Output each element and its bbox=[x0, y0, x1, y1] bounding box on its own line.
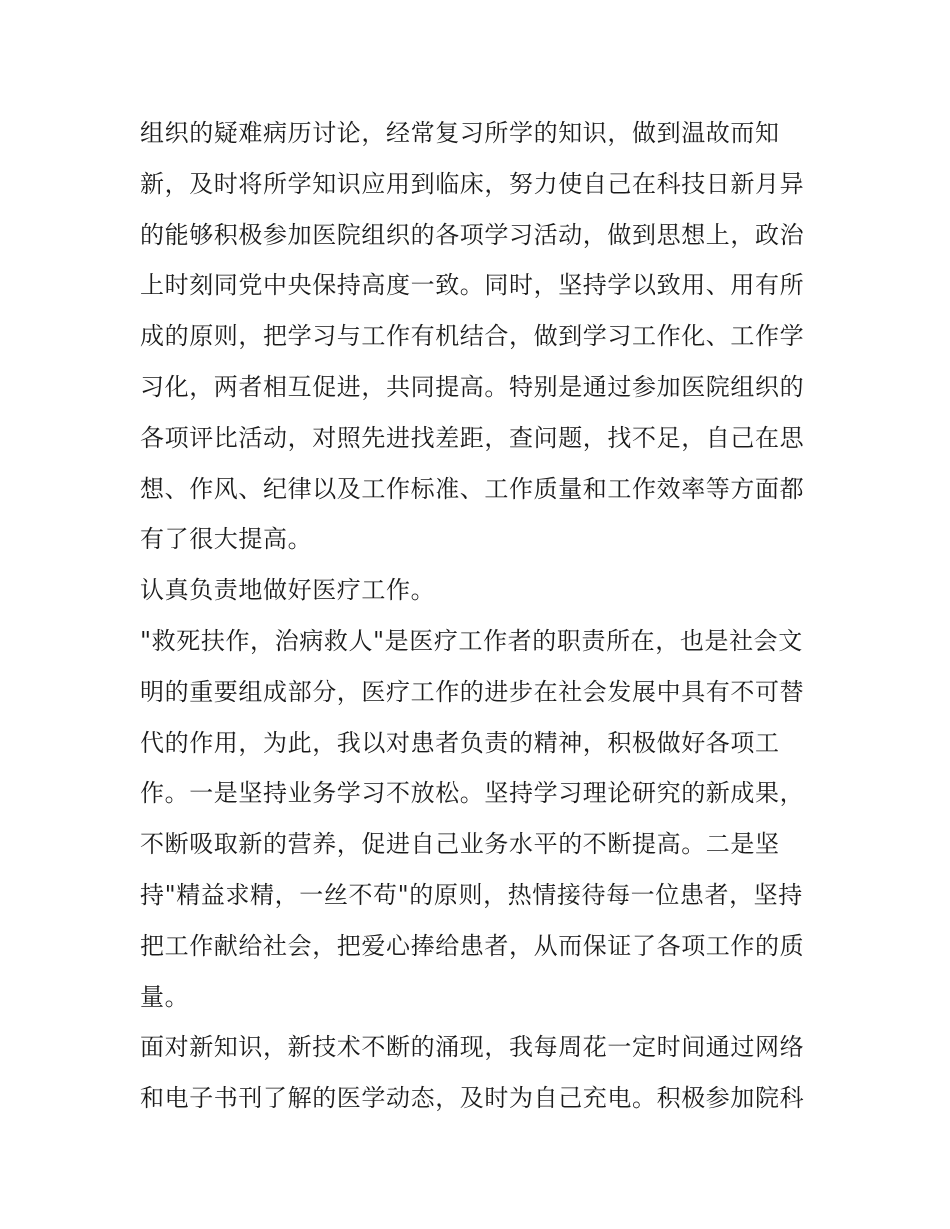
text-line: 新，及时将所学知识应用到临床，努力使自己在科技日新月异 bbox=[140, 169, 805, 198]
text-line: 把工作献给社会，把爱心捧给患者，从而保证了各项工作的质 bbox=[140, 931, 805, 960]
text-line: 代的作用，为此，我以对患者负责的精神，积极做好各项工 bbox=[140, 728, 780, 757]
document-body bbox=[140, 108, 820, 1124]
text-line: 成的原则，把学习与工作有机结合，做到学习工作化、工作学 bbox=[140, 322, 805, 351]
text-line: 各项评比活动，对照先进找差距，查问题，找不足，自己在思 bbox=[140, 423, 805, 452]
text-line: "救死扶作，治病救人"是医疗工作者的职责所在，也是社会文 bbox=[140, 626, 803, 655]
text-line: 上时刻同党中央保持高度一致。同时，坚持学以致用、用有所 bbox=[140, 271, 805, 300]
text-line: 持"精益求精，一丝不苟"的原则，热情接待每一位患者，坚持 bbox=[140, 880, 803, 909]
text-line: 明的重要组成部分，医疗工作的进步在社会发展中具有不可替 bbox=[140, 677, 805, 706]
text-line: 量。 bbox=[140, 982, 190, 1011]
text-line: 面对新知识，新技术不断的涌现，我每周花一定时间通过网络 bbox=[140, 1033, 805, 1062]
section-heading-line: 认真负责地做好医疗工作。 bbox=[140, 576, 436, 605]
text-line: 习化，两者相互促进，共同提高。特别是通过参加医院组织的 bbox=[140, 372, 805, 401]
text-line: 和电子书刊了解的医学动态，及时为自己充电。积极参加院科 bbox=[140, 1084, 805, 1113]
text-line: 的能够积极参加医院组织的各项学习活动，做到思想上，政治 bbox=[140, 220, 805, 249]
text-line: 想、作风、纪律以及工作标准、工作质量和工作效率等方面都 bbox=[140, 474, 805, 503]
text-line: 作。一是坚持业务学习不放松。坚持学习理论研究的新成果， bbox=[140, 779, 805, 808]
text-line: 不断吸取新的营养，促进自己业务水平的不断提高。二是坚 bbox=[140, 830, 780, 859]
text-line: 组织的疑难病历讨论，经常复习所学的知识，做到温故而知 bbox=[140, 119, 780, 147]
text-line: 有了很大提高。 bbox=[140, 525, 313, 554]
